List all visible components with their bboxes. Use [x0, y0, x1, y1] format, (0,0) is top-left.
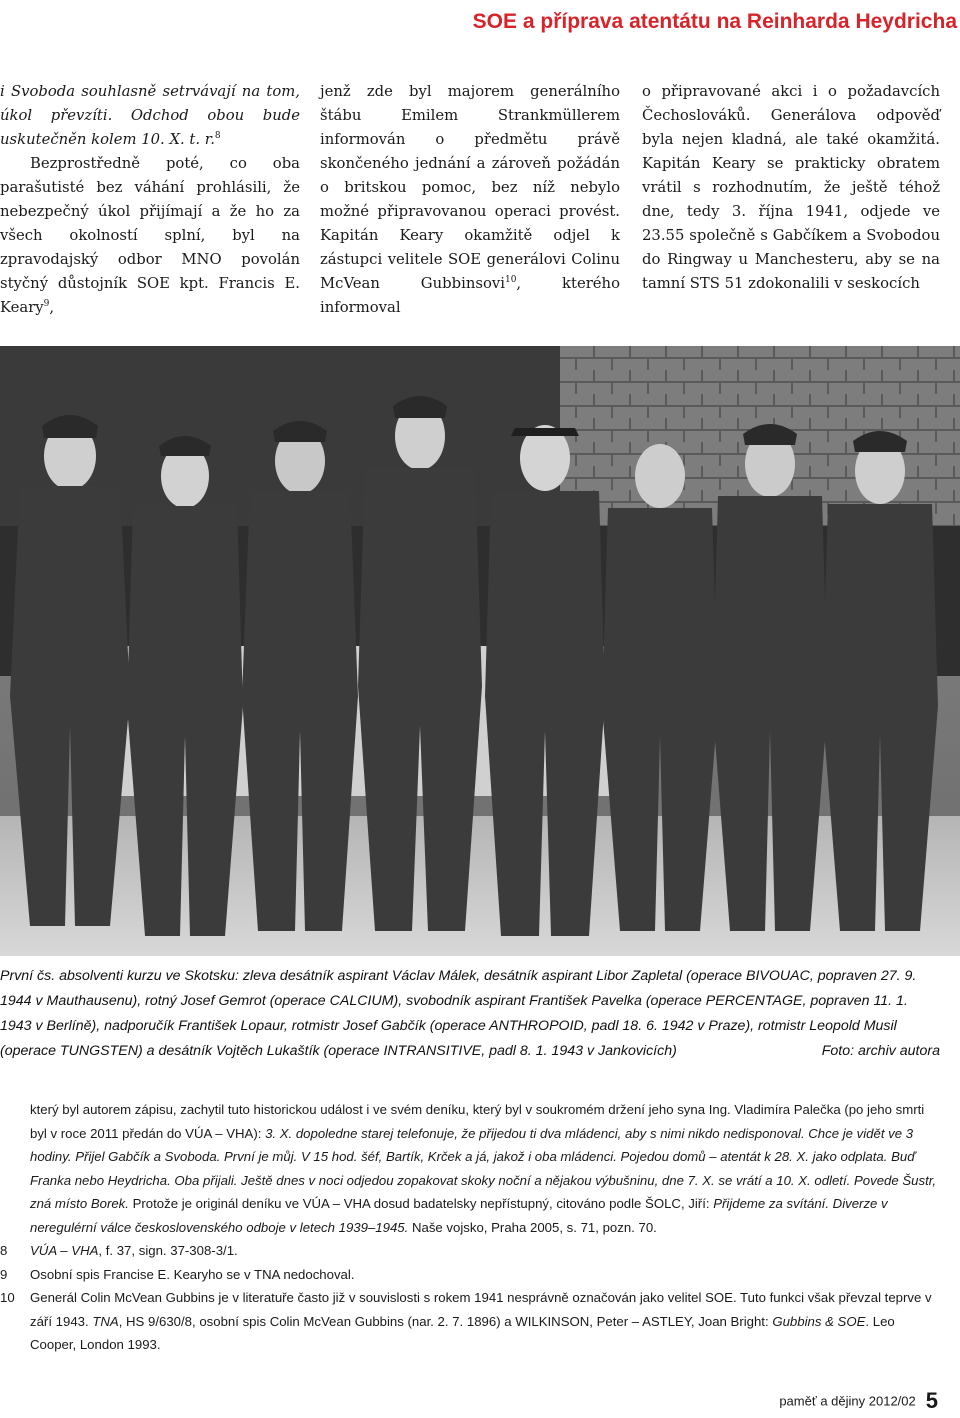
group-photo — [0, 346, 960, 956]
footnote-text: Osobní spis Francise E. Kearyho se v TNA nedochoval. — [30, 1266, 355, 1282]
quote-intro: i Svoboda souhlasně setrvávají na tom, úkol převzíti. Odchod obou bude uskutečněn kolem 10. X. t. r. — [0, 83, 300, 148]
archive-name: TNA — [92, 1313, 119, 1329]
footnote-text: Naše vojsko, Praha 2005, s. 71, pozn. 70. — [408, 1219, 657, 1235]
page-number: 5 — [925, 1388, 938, 1413]
photo-caption-text — [0, 964, 940, 1064]
footnote-number: 8 — [0, 1243, 8, 1258]
footnote-text: Generál Colin McVean Gubbins je v literatuře často již v souvislosti s rokem 1941 nesprávně označován jako velitel SOE. Tuto funkci však převzal teprve v září 1943. — [30, 1290, 932, 1329]
column-2-paragraph — [320, 80, 620, 320]
footnote-10 — [0, 1286, 940, 1357]
diary-quote: 3. X. dopoledne starej telefonuje, že přijedou ti dva mládenci, aby s nimi nikdo nedisponoval. Chce je vidět ve 3 hodiny. Přijel Gabčík a Svoboda. První je můj. V 15 hod. šéf, Bartík, Krček a já, jakož i oba mládenci. Pojedou domů – atentát k 28. X. jako odplata. Buď Franka nebo Heydricha. Oba přijali. Ještě dnes v noci odjedou zopakovat skoky noční a nějakou výbušninu, dne 7. X. se vrátí a 10. X. odletí. Povede Šustr, zná místo Borek. — [30, 1125, 937, 1211]
archive-name: VÚA – VHA — [30, 1243, 99, 1258]
group-photo-image — [0, 346, 960, 956]
footnote-text: který byl autorem zápisu, zachytil tuto historickou událost i ve svém deníku, který byl v soukromém držení jeho syna Ing. Vladimíra Palečka (po jeho smrti byl v roce 2011 předán do VÚA – VHA): — [30, 1102, 925, 1141]
footnote-ref-10[interactable]: 10 — [504, 275, 517, 286]
paragraph-text: jenž zde byl majorem generálního štábu Emilem Strankmüllerem informován o předmětu právě skončeného jednání a zároveň požádán o britskou pomoc, bez níž nebylo možné připravovanou operaci provést. Kapitán Keary okamžitě odjel k zástupci velitele SOE generálovi Colinu McVean Gubbinsovi — [320, 83, 620, 292]
paragraph-text: Bezprostředně poté, co oba parašutisté bez váhání prohlásili, že nebezpečný úkol přijímají a že ho za všech okolností splní, byl na zpravodajský odbor MNO povolán styčný důstojník SOE kpt. Francis E. Keary — [0, 155, 300, 316]
footnote-8 — [0, 1239, 940, 1263]
book-title: Přijdeme za svítání. Diverze v neregulérní válce československého odboje v letech 1939–1945. — [30, 1196, 888, 1235]
paragraph-tail: , — [49, 299, 55, 316]
book-title: Gubbins & SOE — [772, 1313, 866, 1329]
footnote-continuation — [0, 1098, 940, 1239]
running-header — [0, 6, 960, 38]
footnote-text: , HS 9/630/8, osobní spis Colin McVean Gubbins (nar. 2. 7. 1896) a WILKINSON, Peter – ASTLEY, Joan Bright: — [118, 1313, 773, 1329]
text-column-2 — [320, 80, 620, 320]
footnote-9 — [0, 1263, 940, 1287]
running-header-title: SOE a příprava atentátu na Reinharda Heydricha — [472, 10, 957, 33]
magazine-name: paměť a dějiny 2012/02 — [779, 1393, 916, 1409]
footnote-text: Protože je originál deníku ve VÚA – VHA dosud badatelsky nepřístupný, citováno podle ŠOLC, Jiří: — [128, 1196, 714, 1211]
footnote-ref-8[interactable]: 8 — [214, 131, 221, 142]
text-column-3 — [642, 80, 940, 296]
caption-body: První čs. absolventi kurzu ve Skotsku: zleva desátník aspirant Václav Málek, desátník aspirant Libor Zapletal (operace BIVOUAC, popraven 27. 9. 1944 v Mauthausenu), rotný Josef Gemrot (operace CALCIUM), svobodník aspirant František Pavelka (operace PERCENTAGE, popraven 11. 1. 1943 v Berlíně), nadporučík František Lopaur, rotmistr Josef Gabčík (operace ANTHROPOID, padl 18. 6. 1942 v Praze), rotmistr Leopold Musil (operace TUNGSTEN) a desátník Vojtěch Lukaštík (operace INTRANSITIVE, padl 8. 1. 1943 v Jankovicích) — [0, 968, 917, 1059]
text-column-1 — [0, 80, 300, 320]
paragraph-tail: , kterého informoval — [320, 275, 620, 316]
footnote-number: 10 — [0, 1290, 15, 1305]
photo-credit: Foto: archiv autora — [821, 1043, 940, 1059]
footnote-number: 9 — [0, 1266, 8, 1282]
footnote-text: , f. 37, sign. 37-308-3/1. — [98, 1243, 238, 1258]
column-1-paragraph — [0, 80, 300, 320]
column-3-paragraph: o připravované akci i o požadavcích Čechoslováků. Generálova odpověď byla nejen kladná, ale také okamžitá. Kapitán Keary se prakticky obratem vrátil s rozhodnutím, že ještě téhož dne, tedy 3. října 1941, odjede ve 23.55 společně s Gabčíkem a Svobodou do Ringway u Manchesteru, aby se na tamní STS 51 zdokonalili v seskocích — [642, 83, 940, 292]
page-footer — [779, 1388, 938, 1414]
footnote-text: . Leo Cooper, London 1993. — [30, 1313, 895, 1352]
footnote-ref-9[interactable]: 9 — [43, 299, 50, 310]
footnotes — [0, 1098, 940, 1357]
photo-caption — [0, 964, 940, 1064]
